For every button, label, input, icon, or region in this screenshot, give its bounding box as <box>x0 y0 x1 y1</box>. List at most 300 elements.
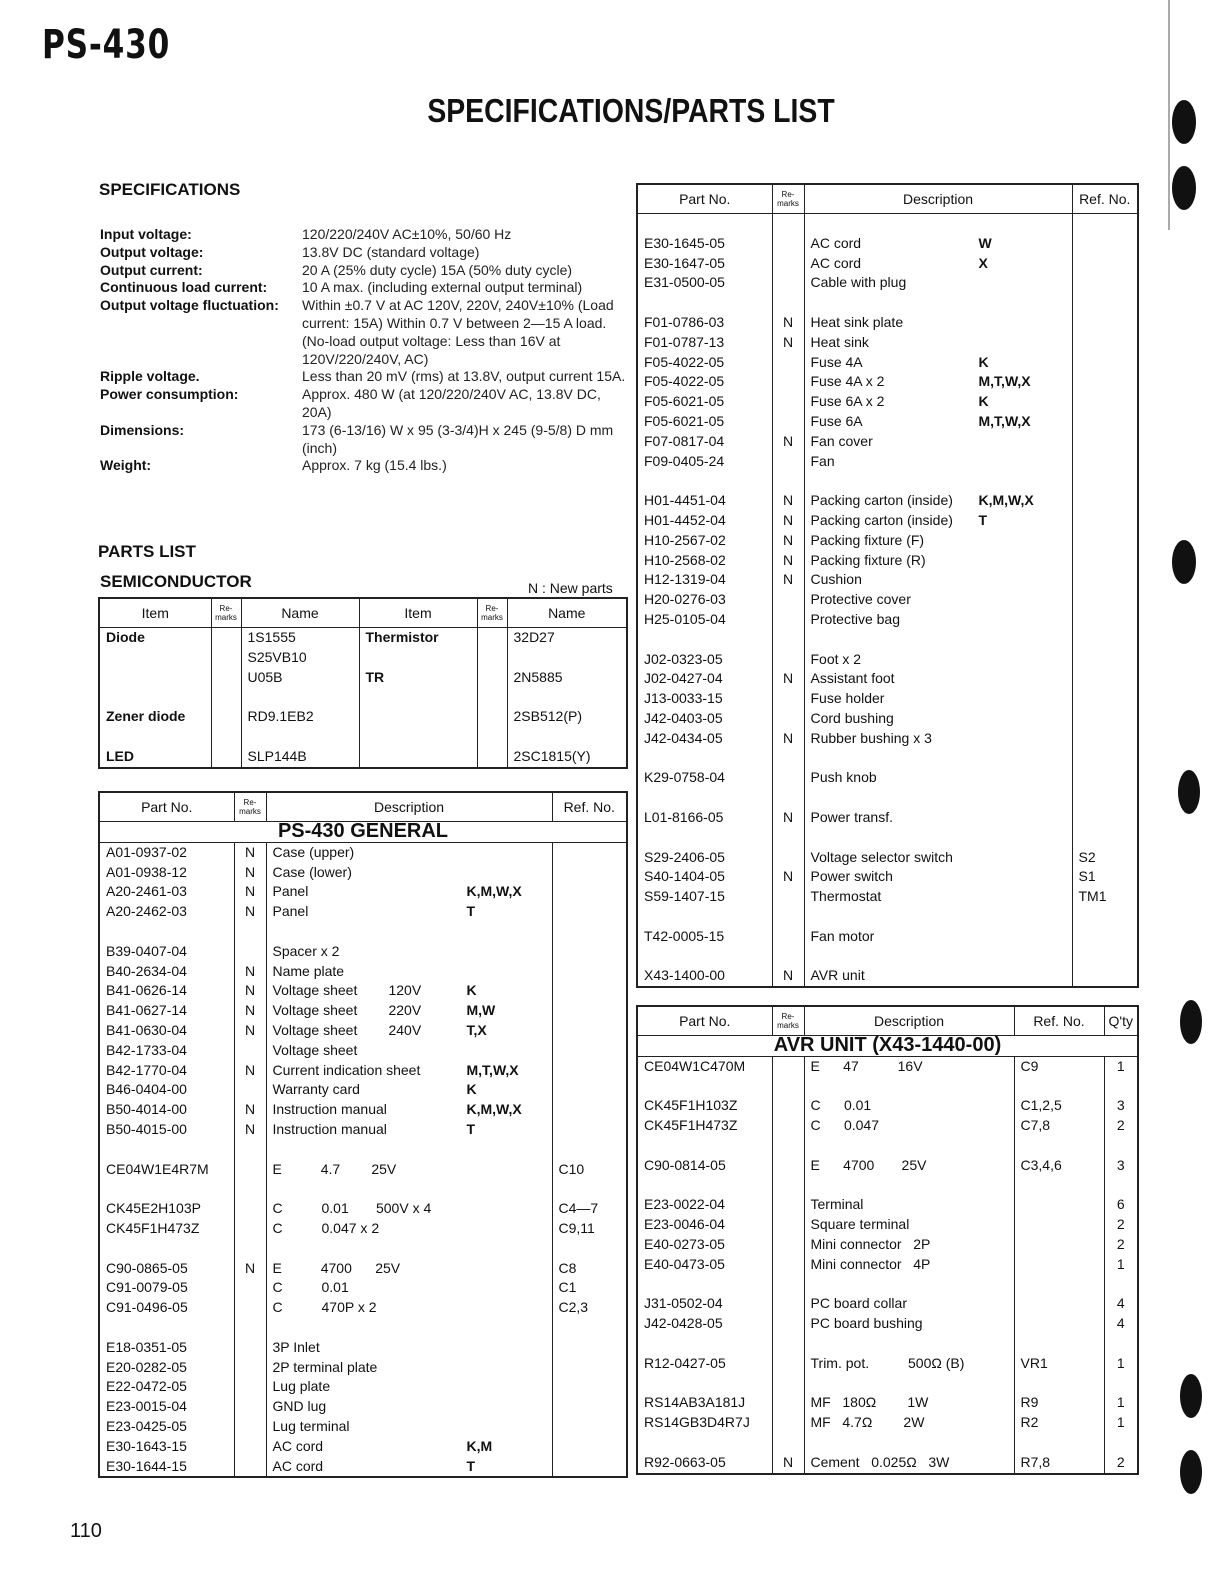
destination-code: T <box>466 1120 476 1137</box>
part-number: J13-0033-15 <box>644 690 723 707</box>
remarks <box>772 1156 804 1176</box>
part-number: F01-0786-03 <box>644 313 725 330</box>
remarks <box>772 452 804 472</box>
spec-row <box>100 422 632 458</box>
remarks <box>234 1338 266 1358</box>
part-number: F05-4022-05 <box>644 373 725 390</box>
general-rows-row <box>99 1417 627 1437</box>
spec-value: 10 A max. (including external output terminal) <box>302 279 583 296</box>
destination-code: M,T,W,X <box>978 373 1031 390</box>
ref-number: R2 <box>1014 1413 1104 1433</box>
part-number: E23-0022-04 <box>644 1196 725 1213</box>
right-rows-row <box>637 551 1138 571</box>
description <box>804 432 1072 452</box>
ref-number <box>552 922 627 942</box>
description <box>804 709 1072 729</box>
general-rows-row <box>99 863 627 883</box>
description <box>266 1239 552 1259</box>
right-rows-row <box>637 313 1138 333</box>
description-text: GND lug <box>272 1398 327 1415</box>
semi-header-item: Item <box>99 598 211 628</box>
remarks <box>772 1195 804 1215</box>
avr-rows-row <box>637 1176 1138 1196</box>
avr-rows-row <box>637 1393 1138 1413</box>
right-rows-row <box>637 471 1138 491</box>
description <box>804 273 1072 293</box>
semi-cell <box>359 747 477 768</box>
description-text: AC cord <box>810 254 862 271</box>
semi-cell: 2N5885 <box>507 668 627 688</box>
right-rows-row <box>637 808 1138 828</box>
remarks <box>234 1041 266 1061</box>
ref-number <box>1072 689 1138 709</box>
description-text: Packing fixture (R) <box>810 551 926 568</box>
part-number: RS14AB3A181J <box>644 1394 746 1411</box>
remarks <box>234 1160 266 1180</box>
part-number: H01-4451-04 <box>644 492 726 509</box>
spec-label: Output current: <box>100 261 203 278</box>
part-number: H10-2567-02 <box>644 531 726 548</box>
general-rows-row <box>99 962 627 982</box>
right-rows-row <box>637 293 1138 313</box>
remarks: N <box>234 1001 266 1021</box>
part-number: E40-0273-05 <box>644 1235 725 1252</box>
semi-row <box>99 668 627 688</box>
description <box>266 1199 552 1219</box>
part-number: C90-0814-05 <box>644 1156 726 1173</box>
avr-rows-row <box>637 1077 1138 1097</box>
avr-rows-row <box>637 1294 1138 1314</box>
description <box>804 1275 1014 1295</box>
semi-cell: Diode <box>106 629 145 645</box>
remarks <box>772 1393 804 1413</box>
part-number: R12-0427-05 <box>644 1354 726 1371</box>
part-number: F01-0787-13 <box>644 333 725 350</box>
avr-header-qty: Q'ty <box>1104 1006 1138 1036</box>
description <box>266 1061 552 1081</box>
description <box>804 1354 1014 1374</box>
avr-header-ref-no: Ref. No. <box>1014 1006 1104 1036</box>
semi-row <box>99 707 627 727</box>
ref-number <box>1014 1275 1104 1295</box>
part-number <box>637 788 772 808</box>
ref-number: C1,2,5 <box>1014 1096 1104 1116</box>
part-number: E30-1647-05 <box>644 254 725 271</box>
semi-cell: Thermistor <box>359 628 477 648</box>
remarks <box>772 1176 804 1196</box>
description <box>804 907 1072 927</box>
semi-row <box>99 648 627 668</box>
semi-cell: 1S1555 <box>241 628 359 648</box>
description <box>804 412 1072 432</box>
description <box>266 882 552 902</box>
right-rows-row <box>637 610 1138 630</box>
semi-cell <box>99 668 211 688</box>
part-number: F05-6021-05 <box>644 393 725 410</box>
quantity: 1 <box>1104 1255 1138 1275</box>
part-number: B42-1770-04 <box>106 1061 187 1078</box>
part-number: C90-0865-05 <box>106 1259 188 1276</box>
description <box>804 254 1072 274</box>
description <box>804 669 1072 689</box>
part-number: E40-0473-05 <box>644 1255 725 1272</box>
ref-number <box>1014 1136 1104 1156</box>
ref-number: VR1 <box>1014 1354 1104 1374</box>
remarks <box>772 412 804 432</box>
description <box>804 729 1072 749</box>
description <box>266 1160 552 1180</box>
description <box>266 1080 552 1100</box>
remarks <box>772 1116 804 1136</box>
part-number: CE04W1C470M <box>644 1057 746 1074</box>
remarks <box>234 1358 266 1378</box>
general-header-ref-no: Ref. No. <box>552 792 627 822</box>
right-rows-row <box>637 392 1138 412</box>
destination-code: T <box>466 903 476 920</box>
parts-list-heading: PARTS LIST <box>98 542 196 561</box>
part-number: B39-0407-04 <box>106 942 187 959</box>
destination-code: W <box>978 234 992 251</box>
semi-cell: RD9.1EB2 <box>241 707 359 727</box>
description <box>266 1338 552 1358</box>
avr-header-part-no: Part No. <box>637 1006 772 1036</box>
part-number: F05-6021-05 <box>644 412 725 429</box>
semi-cell <box>359 707 477 727</box>
quantity <box>1104 1334 1138 1354</box>
description <box>804 650 1072 670</box>
spec-label: Continuous load current: <box>100 279 268 296</box>
semi-row <box>99 727 627 747</box>
description <box>804 471 1072 491</box>
avr-rows-row <box>637 1374 1138 1394</box>
semi-cell <box>211 648 241 668</box>
ref-number <box>1014 1433 1104 1453</box>
ref-number <box>552 1140 627 1160</box>
remarks: N <box>772 729 804 749</box>
description-text: Fuse 4A <box>810 353 863 370</box>
remarks <box>772 610 804 630</box>
semi-cell <box>507 648 627 668</box>
ref-number <box>1072 709 1138 729</box>
description <box>804 828 1072 848</box>
general-rows-row <box>99 922 627 942</box>
description-text: MF 4.7Ω 2W <box>810 1414 925 1431</box>
semi-cell <box>477 668 507 688</box>
description <box>804 333 1072 353</box>
ref-number <box>552 1080 627 1100</box>
right-rows-row <box>637 729 1138 749</box>
remarks: N <box>772 432 804 452</box>
remarks: N <box>234 1061 266 1081</box>
ref-number <box>552 842 627 862</box>
part-number: B40-2634-04 <box>106 962 187 979</box>
general-rows-row <box>99 1179 627 1199</box>
description <box>804 1413 1014 1433</box>
description <box>804 491 1072 511</box>
general-rows-row <box>99 1100 627 1120</box>
spec-row <box>100 368 632 386</box>
remarks <box>772 927 804 947</box>
general-parts-table <box>98 791 628 1478</box>
semi-cell <box>211 687 241 707</box>
semi-cell <box>477 628 507 648</box>
remarks <box>772 1255 804 1275</box>
remarks <box>772 749 804 769</box>
description <box>804 1433 1014 1453</box>
description-text: Spacer x 2 <box>272 942 340 959</box>
spec-value: 120/220/240V AC±10%, 50/60 Hz <box>302 226 512 242</box>
part-number: X43-1400-00 <box>644 967 725 984</box>
right-rows-row <box>637 511 1138 531</box>
ref-number <box>1014 1235 1104 1255</box>
part-number: J02-0427-04 <box>644 670 723 687</box>
remarks <box>234 1318 266 1338</box>
quantity: 2 <box>1104 1215 1138 1235</box>
description-text: PC board bushing <box>810 1315 923 1332</box>
remarks <box>772 946 804 966</box>
remarks: N <box>234 1021 266 1041</box>
remarks <box>772 1235 804 1255</box>
ref-number <box>552 863 627 883</box>
remarks: N <box>772 333 804 353</box>
avr-rows-row <box>637 1255 1138 1275</box>
part-number: E23-0015-04 <box>106 1398 187 1415</box>
general-header-description: Description <box>266 792 552 822</box>
description <box>804 887 1072 907</box>
page-number: 110 <box>70 1520 102 1542</box>
description-text: Square terminal <box>810 1216 910 1233</box>
general-rows-row <box>99 1239 627 1259</box>
description <box>266 863 552 883</box>
semi-header-remarks-2: Re-marks <box>477 598 507 628</box>
semi-cell <box>211 727 241 747</box>
semi-cell: TR <box>359 668 477 688</box>
part-number: B50-4014-00 <box>106 1101 187 1118</box>
remarks <box>772 848 804 868</box>
general-rows-row <box>99 981 627 1001</box>
remarks <box>234 1457 266 1478</box>
description <box>266 1457 552 1478</box>
description <box>804 1393 1014 1413</box>
part-number: E23-0046-04 <box>644 1216 725 1233</box>
ref-number <box>1072 333 1138 353</box>
semi-cell: Zener diode <box>106 708 186 725</box>
semi-cell <box>241 727 359 747</box>
description <box>266 1120 552 1140</box>
ref-number <box>1072 650 1138 670</box>
remarks: N <box>772 669 804 689</box>
semi-cell <box>211 628 241 648</box>
remarks: N <box>772 808 804 828</box>
ref-number <box>1072 372 1138 392</box>
description-text: Voltage sheet 120V <box>272 982 422 999</box>
semi-cell <box>211 668 241 688</box>
ref-number <box>1072 491 1138 511</box>
description <box>804 531 1072 551</box>
description <box>266 1318 552 1338</box>
ref-number <box>1072 293 1138 313</box>
part-number: C91-0079-05 <box>106 1279 188 1296</box>
part-number: CK45F1H473Z <box>644 1117 738 1134</box>
remarks <box>772 788 804 808</box>
general-rows-row <box>99 1061 627 1081</box>
semi-header-remarks: Re-marks <box>211 598 241 628</box>
part-number <box>637 828 772 848</box>
general-rows-row <box>99 1377 627 1397</box>
ref-number <box>1072 214 1138 234</box>
general-rows-row <box>99 1338 627 1358</box>
ref-number <box>1072 749 1138 769</box>
semi-cell: S25VB10 <box>241 648 359 668</box>
remarks: N <box>772 570 804 590</box>
right-rows-row <box>637 669 1138 689</box>
remarks: N <box>234 1100 266 1120</box>
destination-code: T <box>466 1457 476 1474</box>
remarks: N <box>772 313 804 333</box>
part-number: B42-1733-04 <box>106 1041 187 1058</box>
right-rows-row <box>637 689 1138 709</box>
description-text: AC cord <box>272 1457 324 1474</box>
part-number: CK45F1H473Z <box>106 1219 200 1236</box>
ref-number <box>552 1021 627 1041</box>
description <box>804 1334 1014 1354</box>
description-text: E 4700 25V <box>810 1156 927 1173</box>
ref-number <box>552 1358 627 1378</box>
spec-value: Less than 20 mV (rms) at 13.8V, output current 15A. <box>302 368 626 385</box>
part-number: R92-0663-05 <box>644 1453 726 1470</box>
spec-row <box>100 244 632 262</box>
destination-code: K <box>466 982 477 999</box>
avr-rows-row <box>637 1354 1138 1374</box>
general-rows-row <box>99 1219 627 1239</box>
part-number: CK45E2H103P <box>106 1200 201 1217</box>
description <box>804 313 1072 333</box>
description-text: E 4700 25V <box>272 1259 401 1276</box>
description <box>804 867 1072 887</box>
ref-number <box>1072 531 1138 551</box>
description-text: Heat sink plate <box>810 313 904 330</box>
spec-row <box>100 226 632 244</box>
remarks <box>772 214 804 234</box>
right-rows-row <box>637 234 1138 254</box>
remarks <box>772 887 804 907</box>
description <box>804 1453 1014 1474</box>
part-number: B41-0630-04 <box>106 1021 187 1038</box>
ref-number <box>1072 946 1138 966</box>
description <box>804 1255 1014 1275</box>
ref-number <box>1072 610 1138 630</box>
part-number: CE04W1E4R7M <box>106 1160 209 1177</box>
description-text: Fan <box>810 452 835 469</box>
part-number: H20-0276-03 <box>644 591 726 608</box>
description <box>266 1100 552 1120</box>
ref-number <box>1014 1334 1104 1354</box>
description <box>266 942 552 962</box>
right-rows-row <box>637 709 1138 729</box>
avr-rows-row <box>637 1314 1138 1334</box>
description <box>804 234 1072 254</box>
description-text: Mini connector 4P <box>810 1255 931 1272</box>
right-rows-row <box>637 353 1138 373</box>
general-rows-row <box>99 1199 627 1219</box>
destination-code: K,M,W,X <box>466 1101 522 1118</box>
description <box>804 214 1072 234</box>
semi-row <box>99 687 627 707</box>
remarks <box>772 709 804 729</box>
ref-number <box>1072 828 1138 848</box>
description-text: Protective cover <box>810 591 911 608</box>
remarks <box>772 1334 804 1354</box>
part-number: T42-0005-15 <box>644 927 725 944</box>
description-text: PC board collar <box>810 1295 907 1312</box>
general-section-title: PS-430 GENERAL <box>99 822 627 843</box>
description-text: Case (upper) <box>272 843 355 860</box>
description <box>804 1374 1014 1394</box>
semi-header-item-2: Item <box>359 598 477 628</box>
part-number: H01-4452-04 <box>644 511 726 528</box>
quantity: 4 <box>1104 1294 1138 1314</box>
description <box>266 1219 552 1239</box>
quantity: 4 <box>1104 1314 1138 1334</box>
remarks <box>772 1413 804 1433</box>
description-text: Packing fixture (F) <box>810 531 925 548</box>
right-rows-row <box>637 570 1138 590</box>
ref-number <box>552 1457 627 1478</box>
remarks <box>772 689 804 709</box>
quantity <box>1104 1077 1138 1097</box>
right-rows-row <box>637 273 1138 293</box>
quantity <box>1104 1275 1138 1295</box>
spec-row <box>100 262 632 280</box>
part-number: J42-0428-05 <box>644 1315 723 1332</box>
ref-number: C10 <box>552 1160 627 1180</box>
ref-number <box>1072 729 1138 749</box>
description-text: Case (lower) <box>272 863 352 880</box>
remarks <box>234 1140 266 1160</box>
remarks <box>772 353 804 373</box>
remarks: N <box>772 531 804 551</box>
right-rows-row <box>637 650 1138 670</box>
remarks <box>772 907 804 927</box>
description <box>804 1116 1014 1136</box>
description <box>804 372 1072 392</box>
description <box>266 981 552 1001</box>
description <box>804 848 1072 868</box>
remarks <box>772 1314 804 1334</box>
remarks: N <box>234 863 266 883</box>
right-header-ref-no: Ref. No. <box>1072 184 1138 214</box>
semi-cell <box>211 707 241 727</box>
remarks <box>234 942 266 962</box>
description <box>804 1314 1014 1334</box>
avr-rows-row <box>637 1433 1138 1453</box>
description <box>804 808 1072 828</box>
ref-number <box>552 1179 627 1199</box>
destination-code: T,X <box>466 1021 487 1038</box>
ref-number <box>552 1120 627 1140</box>
description-text: 3P Inlet <box>272 1338 320 1355</box>
ref-number <box>552 1061 627 1081</box>
new-parts-note: N : New parts <box>528 580 613 596</box>
description-text: C 0.047 x 2 <box>272 1219 380 1236</box>
description-text: AC cord <box>272 1437 324 1454</box>
description <box>804 590 1072 610</box>
remarks <box>772 1136 804 1156</box>
right-rows-row <box>637 768 1138 788</box>
remarks <box>234 1199 266 1219</box>
ref-number <box>1014 1255 1104 1275</box>
part-number: E22-0472-05 <box>106 1378 187 1395</box>
